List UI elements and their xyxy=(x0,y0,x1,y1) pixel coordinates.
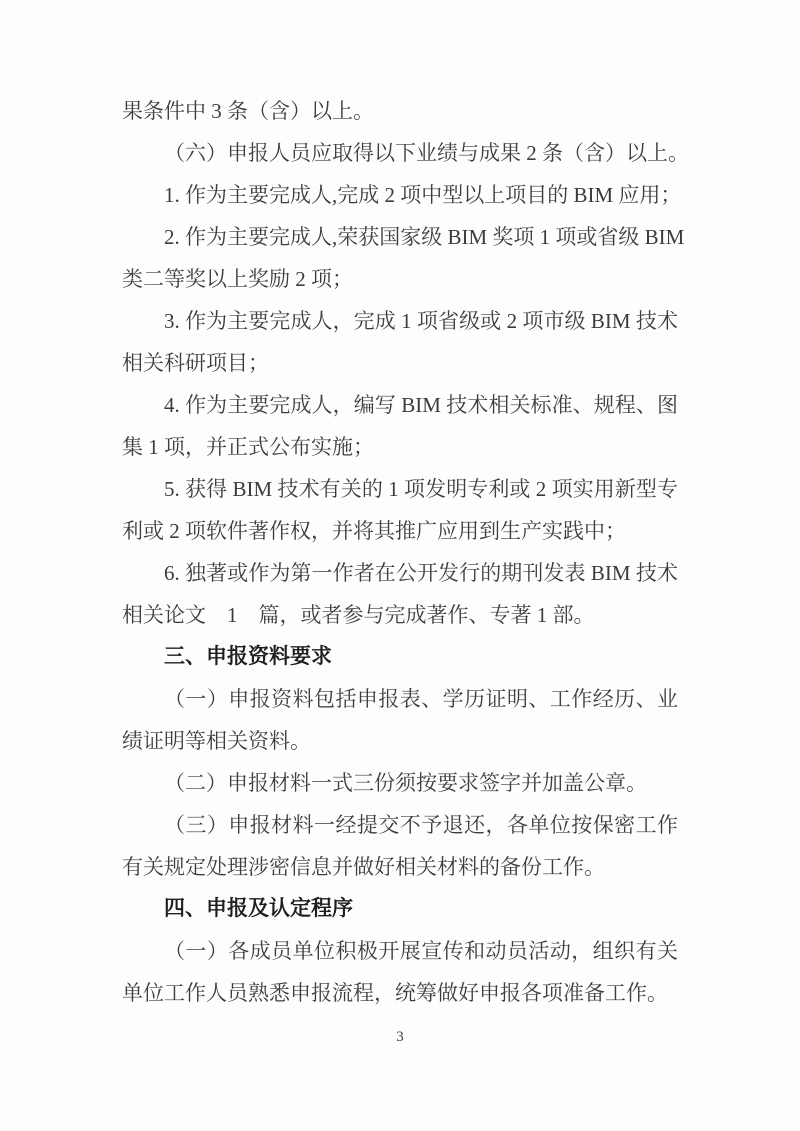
heading-text: 三、申报资料要求 xyxy=(164,645,332,668)
text-line: 类二等奖以上奖励 2 项； xyxy=(122,267,353,291)
text-line: （一）申报资料包括申报表、学历证明、工作经历、业 xyxy=(164,687,678,711)
text-line: 相关科研项目； xyxy=(122,351,269,375)
paragraph-procedure-1 xyxy=(122,930,678,1014)
document-content xyxy=(122,90,689,1014)
text-line: 4. 作为主要完成人，编写 BIM 技术相关标准、规程、图 xyxy=(164,393,678,417)
text-line: （六）申报人员应取得以下业绩与成果 2 条（含）以上。 xyxy=(164,141,689,165)
text-line: 有关规定处理涉密信息并做好相关材料的备份工作。 xyxy=(122,855,605,879)
section-heading-4 xyxy=(122,888,678,930)
section-heading-3 xyxy=(122,636,678,678)
page-footer xyxy=(122,1022,678,1047)
numbered-item-5 xyxy=(122,468,678,552)
numbered-item-2 xyxy=(122,216,685,300)
text-line: （二）申报材料一式三份须按要求签字并加盖公章。 xyxy=(164,771,647,795)
text-line: 相关论文 1 篇，或者参与完成著作、专著 1 部。 xyxy=(122,603,595,627)
numbered-item-3 xyxy=(122,300,678,384)
numbered-item-4 xyxy=(122,384,678,468)
paragraph-materials-3 xyxy=(122,804,678,888)
numbered-item-1 xyxy=(122,174,682,216)
text-line: 3. 作为主要完成人，完成 1 项省级或 2 项市级 BIM 技术 xyxy=(164,309,678,333)
text-line: （一）各成员单位积极开展宣传和动员活动，组织有关 xyxy=(164,939,678,963)
text-line: 单位工作人员熟悉申报流程，统筹做好申报各项准备工作。 xyxy=(122,981,668,1005)
text-line: 绩证明等相关资料。 xyxy=(122,729,311,753)
paragraph-item-6 xyxy=(122,132,689,174)
paragraph-continuation xyxy=(122,90,678,132)
heading-text: 四、申报及认定程序 xyxy=(164,897,353,920)
text-line: 1. 作为主要完成人,完成 2 项中型以上项目的 BIM 应用； xyxy=(164,183,682,207)
paragraph-materials-1 xyxy=(122,678,678,762)
text-line: 5. 获得 BIM 技术有关的 1 项发明专利或 2 项实用新型专 xyxy=(164,477,678,501)
text-line: 2. 作为主要完成人,荣获国家级 BIM 奖项 1 项或省级 BIM xyxy=(164,225,685,249)
paragraph-materials-2 xyxy=(122,762,678,804)
numbered-item-6 xyxy=(122,552,678,636)
text-line: 果条件中 3 条（含）以上。 xyxy=(122,99,374,123)
text-line: 利或 2 项软件著作权，并将其推广应用到生产实践中； xyxy=(122,519,626,543)
text-line: 6. 独著或作为第一作者在公开发行的期刊发表 BIM 技术 xyxy=(164,561,678,585)
text-line: （三）申报材料一经提交不予退还，各单位按保密工作 xyxy=(164,813,678,837)
text-line: 集 1 项，并正式公布实施； xyxy=(122,435,374,459)
page-number: 3 xyxy=(396,1029,404,1045)
